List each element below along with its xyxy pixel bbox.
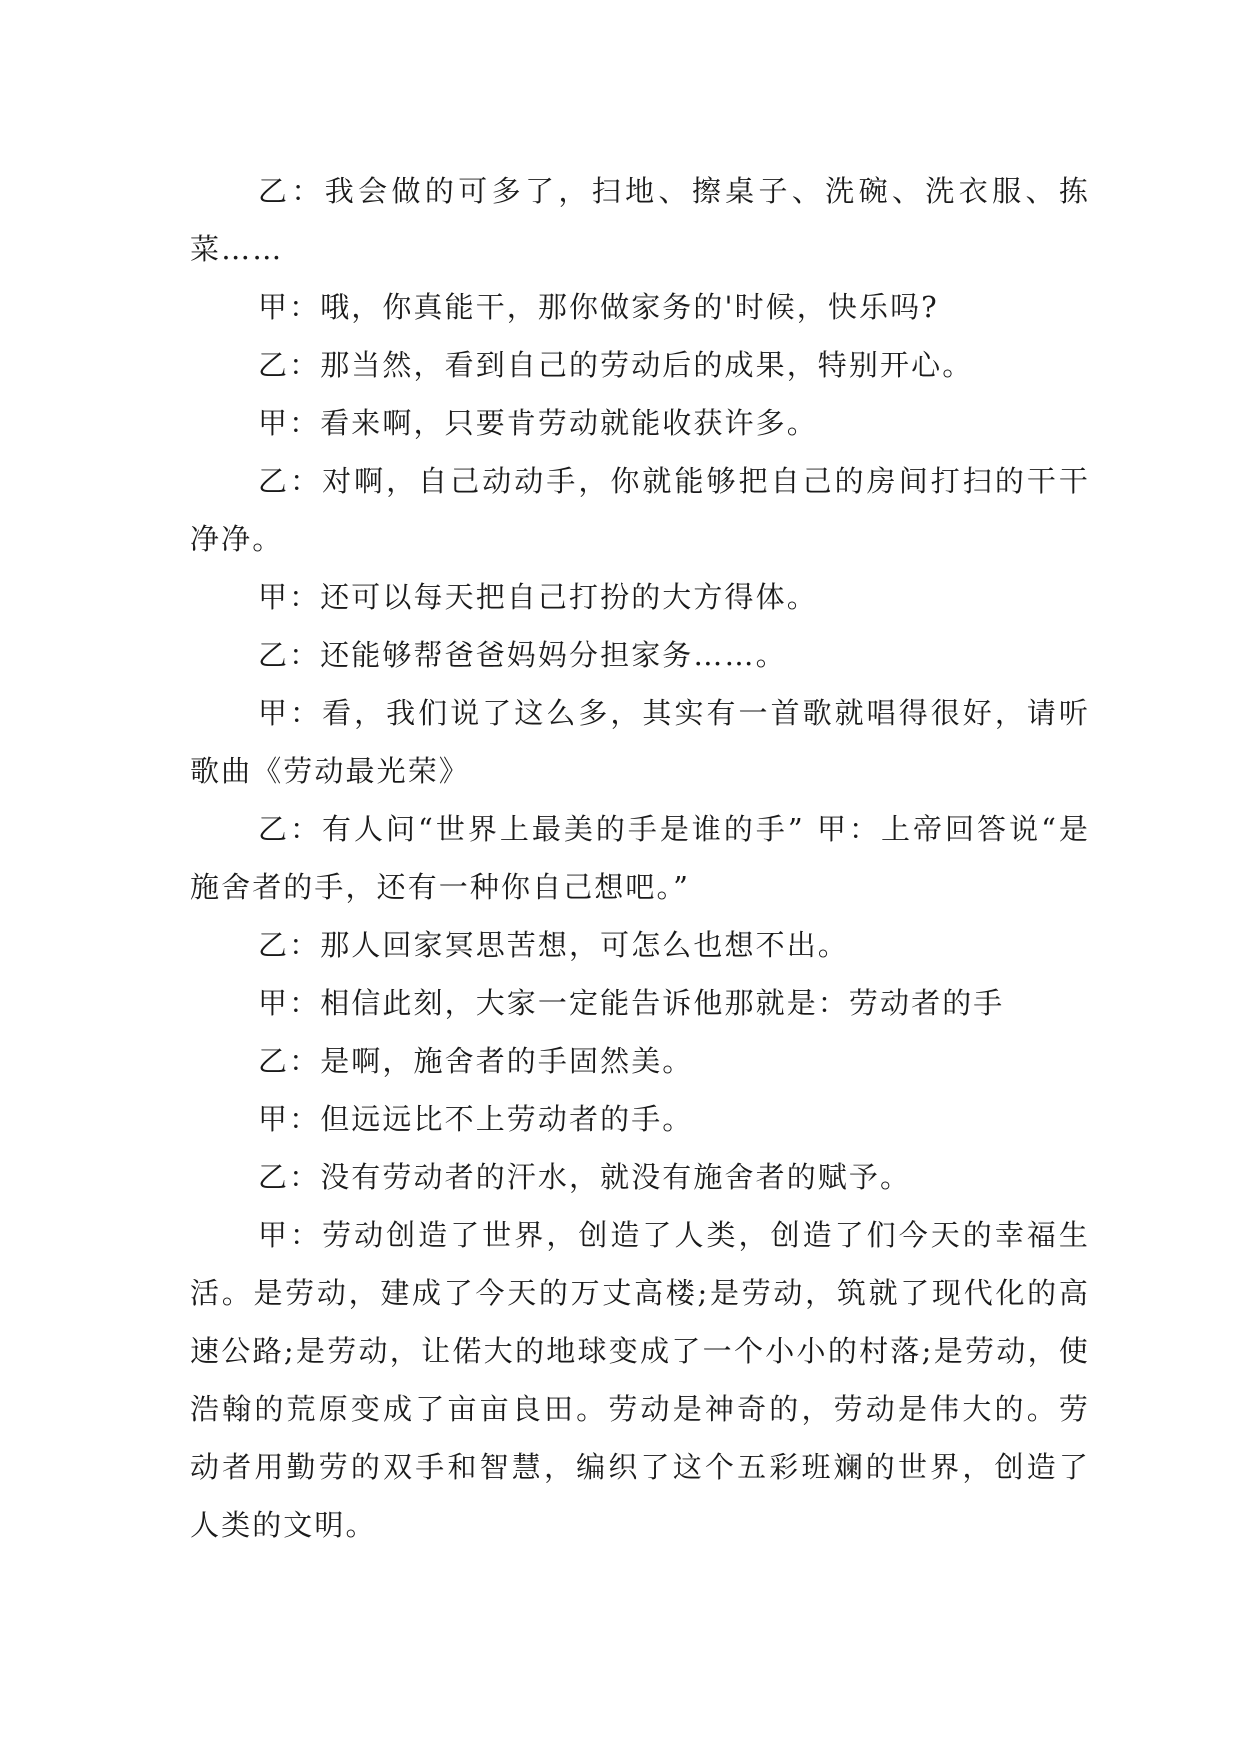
paragraph: 甲：看，我们说了这么多，其实有一首歌就唱得很好，请听歌曲《劳动最光荣》	[190, 696, 1090, 788]
paragraph: 甲：哦，你真能干，那你做家务的'时候，快乐吗?	[258, 290, 939, 324]
paragraph: 甲：相信此刻，大家一定能告诉他那就是：劳动者的手	[258, 986, 1005, 1020]
paragraph: 甲：劳动创造了世界，创造了人类，创造了们今天的幸福生活。是劳动，建成了今天的万丈高楼;是劳动，筑就了现代化的高速公路;是劳动，让偌大的地球变成了一个小小的村落;是劳动，使浩翰的荒原变成了亩亩良田。劳动是神奇的，劳动是伟大的。劳动者用勤劳的双手和智慧，编织了这个五彩班斓的世界，创造了人类的文明。	[190, 1218, 1090, 1542]
document-body	[190, 162, 1090, 1554]
paragraph: 甲：但远远比不上劳动者的手。	[258, 1102, 694, 1136]
paragraph: 乙：没有劳动者的汗水，就没有施舍者的赋予。	[258, 1160, 912, 1194]
paragraph: 乙：那当然，看到自己的劳动后的成果，特别开心。	[258, 348, 974, 382]
paragraph: 乙：那人回家冥思苦想，可怎么也想不出。	[258, 928, 849, 962]
paragraph: 乙：是啊，施舍者的手固然美。	[258, 1044, 694, 1078]
paragraph: 乙：我会做的可多了，扫地、擦桌子、洗碗、洗衣服、拣菜……	[190, 174, 1090, 266]
paragraph: 甲：还可以每天把自己打扮的大方得体。	[258, 580, 818, 614]
paragraph: 乙：还能够帮爸爸妈妈分担家务……。	[258, 638, 787, 672]
paragraph: 甲：看来啊，只要肯劳动就能收获许多。	[258, 406, 818, 440]
paragraph: 乙：有人问“世界上最美的手是谁的手” 甲：上帝回答说“是施舍者的手，还有一种你自己想吧。”	[190, 812, 1090, 904]
paragraph: 乙：对啊，自己动动手，你就能够把自己的房间打扫的干干净净。	[190, 464, 1090, 556]
